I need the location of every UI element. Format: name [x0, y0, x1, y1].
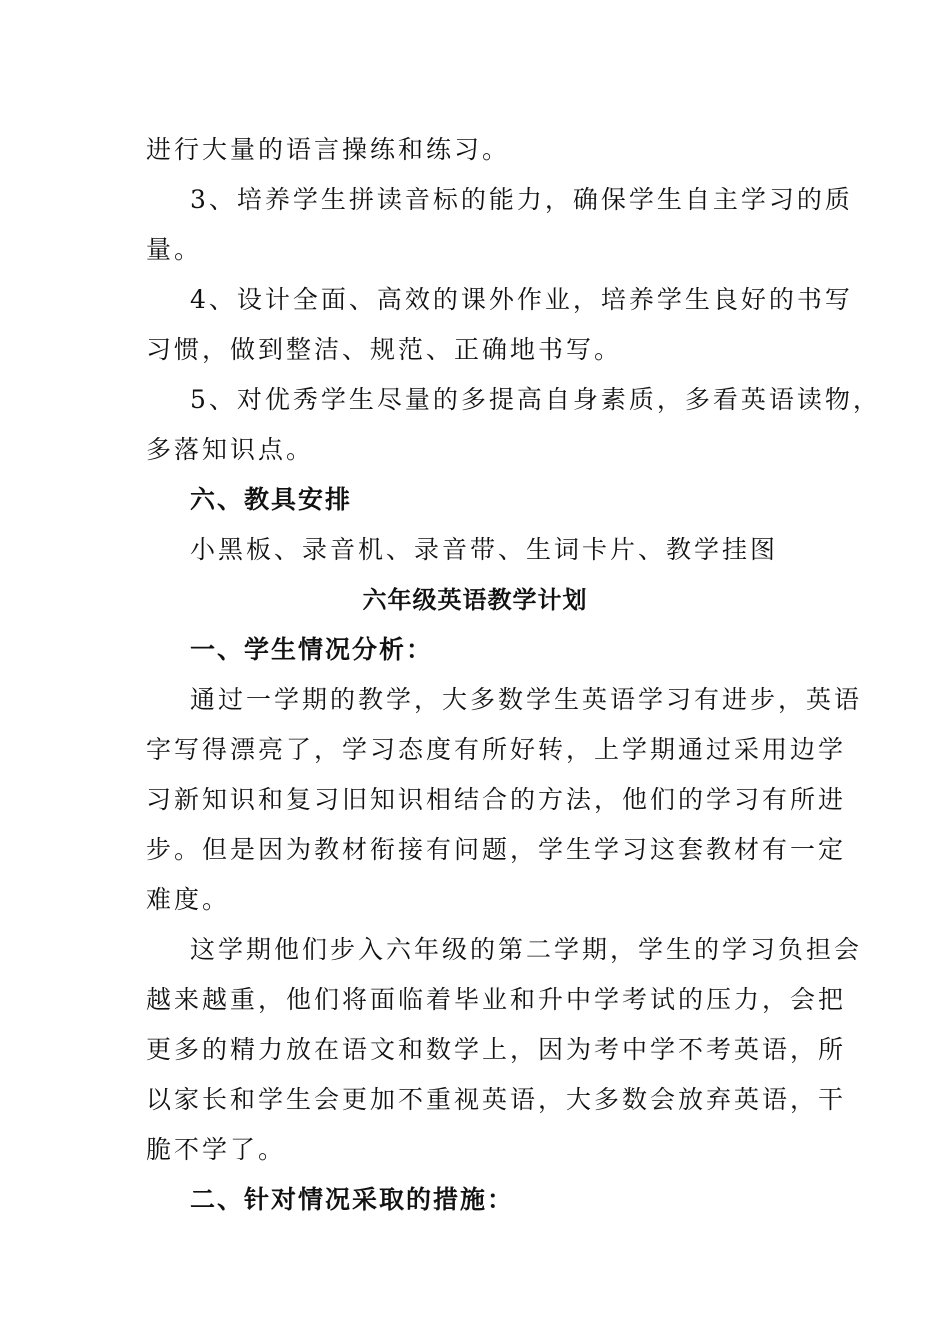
paragraph-1-line-1: 通过一学期的教学，大多数学生英语学习有进步，英语: [190, 685, 863, 714]
section-two-heading: 二、针对情况采取的措施：: [190, 1185, 515, 1214]
paragraph-1-line-3: 习新知识和复习旧知识相结合的方法，他们的学习有所进: [146, 785, 847, 814]
teaching-tools-line: 小黑板、录音机、录音带、生词卡片、教学挂图: [190, 535, 779, 564]
document-title: 六年级英语教学计划: [362, 586, 588, 614]
item-4-line-1: 4、设计全面、高效的课外作业，培养学生良好的书写: [190, 285, 853, 314]
item-5-line-1: 5、对优秀学生尽量的多提高自身素质，多看英语读物，: [190, 385, 881, 414]
continuation-line: 进行大量的语言操练和练习。: [146, 135, 511, 164]
paragraph-2-line-5: 脆不学了。: [146, 1135, 287, 1164]
paragraph-2-line-2: 越来越重，他们将面临着毕业和升中学考试的压力，会把: [146, 985, 847, 1014]
section-one-heading: 一、学生情况分析：: [190, 635, 434, 664]
item-3-line-1: 3、培养学生拼读音标的能力，确保学生自主学习的质: [190, 185, 853, 214]
item-5-line-2: 多落知识点。: [146, 435, 315, 464]
paragraph-1-line-4: 步。但是因为教材衔接有问题，学生学习这套教材有一定: [146, 835, 847, 864]
paragraph-2-line-1: 这学期他们步入六年级的第二学期，学生的学习负担会: [190, 935, 863, 964]
item-4-line-2: 习惯，做到整洁、规范、正确地书写。: [146, 335, 623, 364]
paragraph-1-line-5: 难度。: [146, 885, 231, 914]
paragraph-2-line-3: 更多的精力放在语文和数学上，因为考中学不考英语，所: [146, 1035, 847, 1064]
paragraph-1-line-2: 字写得漂亮了，学习态度有所好转，上学期通过采用边学: [146, 735, 847, 764]
paragraph-2-line-4: 以家长和学生会更加不重视英语，大多数会放弃英语，干: [146, 1085, 847, 1114]
item-3-line-2: 量。: [146, 235, 203, 264]
section-six-heading: 六、教具安排: [190, 485, 353, 514]
